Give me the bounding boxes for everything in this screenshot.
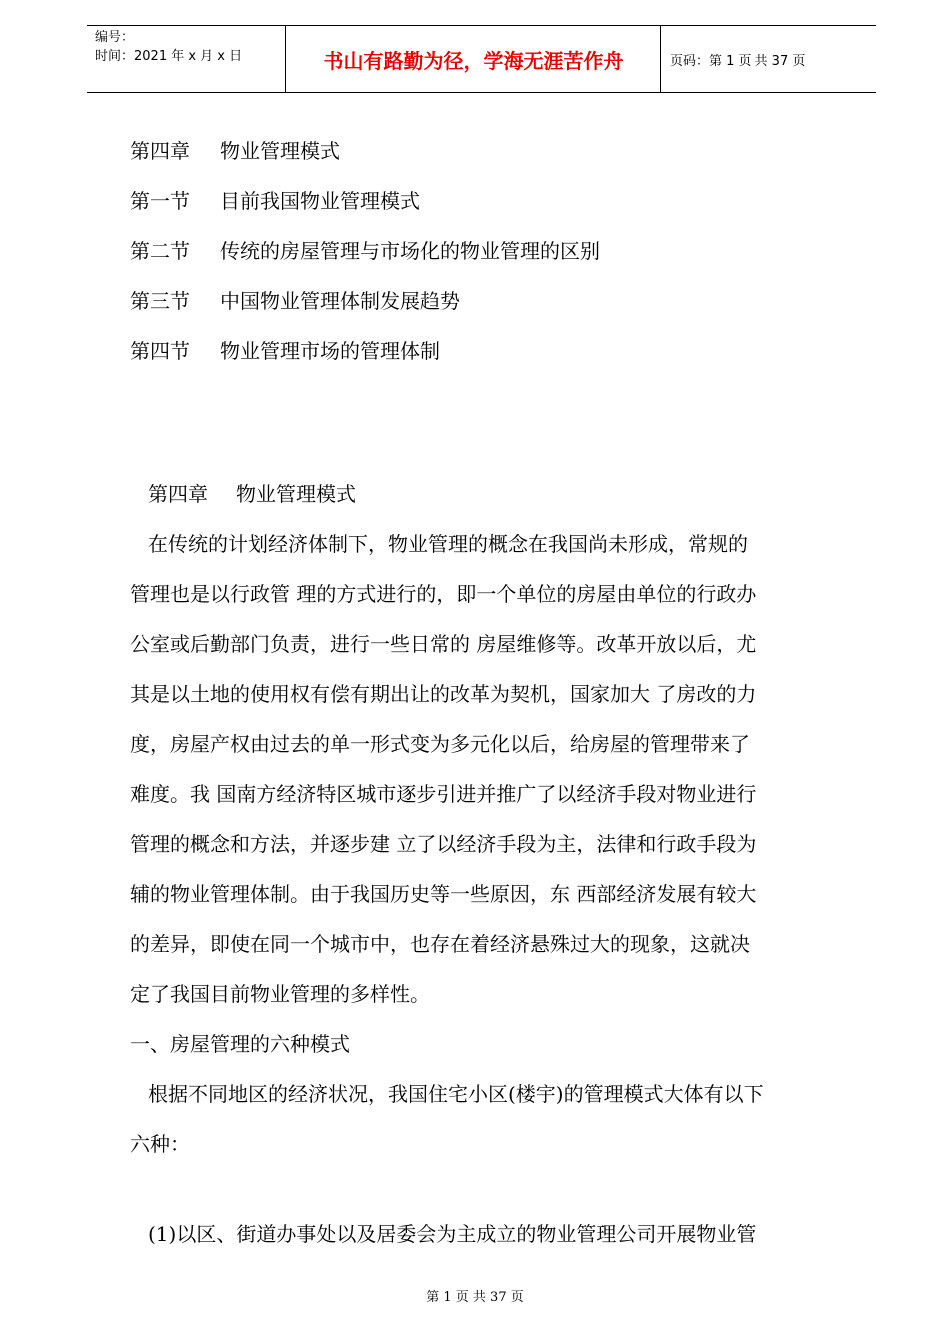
paragraph-intro — [130, 519, 835, 1019]
toc-item — [130, 226, 600, 276]
toc-item-number: 第三节 — [130, 289, 190, 313]
paragraph-line: 在传统的计划经济体制下，物业管理的概念在我国尚未形成，常规的 — [148, 532, 748, 556]
table-of-contents — [130, 126, 600, 376]
paragraph-line: 辅的物业管理体制。由于我国历史等一些原因，东 西部经济发展有较大 — [130, 882, 757, 906]
paragraph-line: 根据不同地区的经济状况，我国住宅小区(楼宇)的管理模式大体有以下 — [148, 1082, 764, 1106]
chapter-number: 第四章 — [148, 482, 208, 506]
paragraph-line: 定了我国目前物业管理的多样性。 — [130, 982, 430, 1006]
section-heading: 一、房屋管理的六种模式 — [130, 1032, 350, 1056]
toc-item-title: 物业管理模式 — [220, 139, 340, 163]
toc-item-number: 第二节 — [130, 239, 190, 263]
page-header — [87, 25, 876, 93]
toc-item-title: 中国物业管理体制发展趋势 — [220, 289, 460, 313]
document-body — [130, 469, 835, 1259]
document-number-label: 编号： — [95, 30, 135, 45]
toc-item — [130, 126, 600, 176]
toc-item — [130, 326, 600, 376]
list-item: (1)以区、街道办事处以及居委会为主成立的物业管理公司开展物业管 — [148, 1222, 757, 1246]
chapter-heading — [130, 469, 835, 519]
toc-item-title: 目前我国物业管理模式 — [220, 189, 420, 213]
header-divider-left — [285, 26, 286, 93]
paragraph-line: 管理也是以行政管 理的方式进行的，即一个单位的房屋由单位的行政办 — [130, 582, 757, 606]
header-page-number: 页码：第 1 页 — [670, 54, 752, 69]
toc-item — [130, 176, 600, 226]
paragraph-line: 度，房屋产权由过去的单一形式变为多元化以后，给房屋的管理带来了 — [130, 732, 750, 756]
paragraph-line: 难度。我 国南方经济特区城市逐步引进并推广了以经济手段对物业进行 — [130, 782, 757, 806]
paragraph-line: 其是以土地的使用权有偿有期出让的改革为契机，国家加大 了房改的力 — [130, 682, 757, 706]
toc-item-number: 第四节 — [130, 339, 190, 363]
paragraph-line: 公室或后勤部门负责，进行一些日常的 房屋维修等。改革开放以后，尤 — [130, 632, 757, 656]
chapter-title: 物业管理模式 — [236, 482, 356, 506]
toc-item-title: 物业管理市场的管理体制 — [220, 339, 440, 363]
header-divider-right — [660, 26, 661, 93]
header-motto: 书山有路勤为径，学海无涯苦作舟 — [323, 49, 624, 73]
header-meta — [95, 28, 291, 66]
header-page-info — [670, 26, 808, 93]
toc-item-title: 传统的房屋管理与市场化的物业管理的区别 — [220, 239, 600, 263]
header-page-total: 共 37 页 — [754, 54, 806, 69]
document-time-label: 时间：2021 年 x 月 x 日 — [95, 49, 243, 64]
paragraph-line: 的差异，即使在同一个城市中，也存在着经济悬殊过大的现象，这就决 — [130, 932, 750, 956]
paragraph-line: 六种： — [130, 1132, 190, 1156]
toc-item — [130, 276, 600, 326]
toc-item-number: 第一节 — [130, 189, 190, 213]
page-footer: 第 1 页 共 37 页 — [426, 1290, 524, 1305]
paragraph-line: 管理的概念和方法，并逐步建 立了以经济手段为主，法律和行政手段为 — [130, 832, 757, 856]
paragraph-modes — [130, 1069, 835, 1169]
blank-space — [130, 1169, 835, 1209]
toc-item-number: 第四章 — [130, 139, 190, 163]
